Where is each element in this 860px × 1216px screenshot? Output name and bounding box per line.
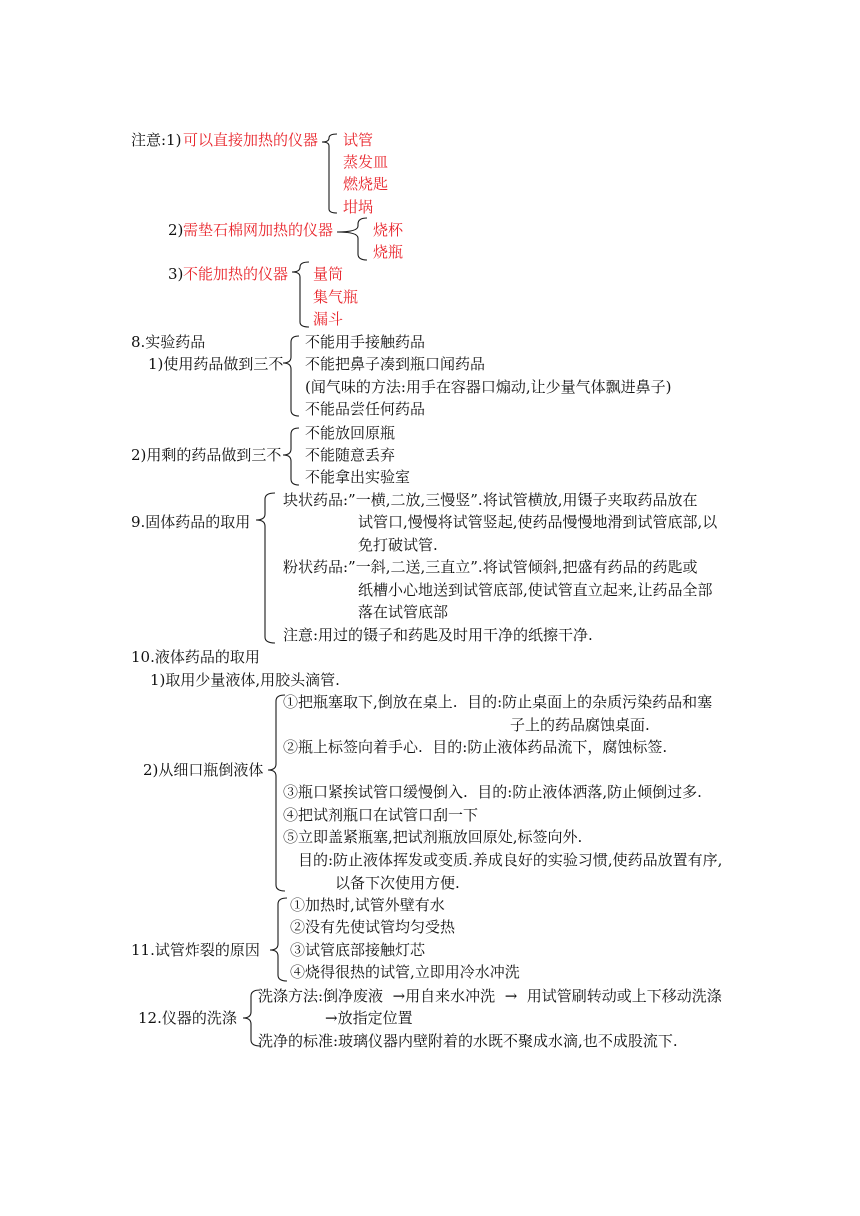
heating-item: 量筒 (313, 265, 344, 283)
rule-item: 不能品尝任何药品 (305, 400, 426, 418)
heating-group-label: 可以直接加热的仪器 (183, 131, 319, 149)
curly-brace (292, 262, 309, 327)
rule-item: 不能拿出实验室 (305, 468, 411, 486)
reason-item: ④烧得很热的试管,立即用冷水冲洗 (290, 963, 520, 981)
heating-group-prefix: 2) (168, 221, 184, 239)
paragraph-line: 纸槽小心地送到试管底部,使试管直立起来,让药品全部 (358, 581, 713, 599)
rule-item: 不能用手接触药品 (305, 333, 426, 351)
paragraph-line: 落在试管底部 (358, 603, 449, 621)
reason-item: ③试管底部接触灯芯 (290, 941, 426, 959)
paragraph-line: 注意:用过的镊子和药匙及时用干净的纸擦干净. (283, 626, 593, 644)
heating-item: 试管 (343, 131, 374, 149)
paragraph-line: 块状药品:”一横,二放,三慢竖”.将试管横放,用镊子夹取药品放在 (283, 491, 698, 509)
curly-brace (283, 428, 299, 485)
section-title: 8.实验药品 (131, 333, 206, 351)
paragraph-line: 洗净的标准:玻璃仪器内壁附着的水既不聚成水滴,也不成股流下. (258, 1032, 678, 1050)
step-line: ③瓶口紧挨试管口缓慢倒入. 目的:防止液体洒落,防止倾倒过多. (283, 783, 702, 801)
curly-brace (270, 898, 287, 981)
rule-item: (闻气味的方法:用手在容器口煽动,让少量气体飘进鼻子) (305, 378, 672, 396)
reason-item: ①加热时,试管外壁有水 (290, 896, 445, 914)
heating-group-prefix: 3) (168, 265, 184, 283)
rule-item: 不能把鼻子凑到瓶口闻药品 (305, 355, 486, 373)
step-line: ②瓶上标签向着手心. 目的:防止液体药品流下，腐蚀标签. (283, 738, 668, 756)
heating-item: 烧瓶 (373, 243, 404, 261)
section-title: 10.液体药品的取用 (131, 648, 260, 666)
paragraph-line: 1)取用少量液体,用胶头滴管. (150, 671, 340, 689)
step-line: 子上的药品腐蚀桌面. (510, 716, 650, 734)
step-line: ⑤立即盖紧瓶塞,把试剂瓶放回原处,标签向外. (283, 828, 583, 846)
section-title: 11.试管炸裂的原因 (131, 941, 260, 959)
section-title: 9.固体药品的取用 (131, 513, 251, 531)
heating-item: 蒸发皿 (343, 153, 389, 171)
rule-label: 2)用剩的药品做到三不 (131, 446, 282, 464)
paragraph-line: 粉状药品:”一斜,二送,三直立”.将试管倾斜,把盛有药品的药匙或 (283, 558, 698, 576)
heating-item: 集气瓶 (313, 288, 359, 306)
rule-label: 2)从细口瓶倒液体 (143, 761, 264, 779)
step-line: ①把瓶塞取下,倒放在桌上. 目的:防止桌面上的杂质污染药品和塞 (283, 693, 713, 711)
heating-group-prefix: 注意:1) (131, 131, 182, 149)
rule-label: 1)使用药品做到三不 (148, 355, 284, 373)
curly-brace (283, 336, 299, 416)
step-line: ④把试剂瓶口在试管口刮一下 (283, 806, 479, 824)
section-title: 12.仪器的洗涤 (138, 1009, 237, 1027)
heating-item: 燃烧匙 (343, 175, 389, 193)
curly-brace (337, 218, 367, 260)
step-line: 以备下次使用方便. (335, 874, 460, 892)
heating-group-label: 需垫石棉网加热的仪器 (183, 221, 334, 239)
paragraph-line: →放指定位置 (325, 1009, 413, 1027)
curly-brace (256, 493, 275, 643)
reason-item: ②没有先使试管均匀受热 (290, 918, 456, 936)
heating-item: 漏斗 (313, 310, 344, 328)
rule-item: 不能随意丢弃 (305, 446, 396, 464)
heating-group-label: 不能加热的仪器 (183, 265, 289, 283)
step-line: 目的:防止液体挥发或变质.养成良好的实验习惯,使药品放置有序, (298, 851, 723, 869)
heating-item: 烧杯 (373, 221, 404, 239)
paragraph-line: 试管口,慢慢将试管竖起,使药品慢慢地滑到试管底部,以 (358, 513, 718, 531)
paragraph-line: 免打破试管. (358, 536, 438, 554)
heating-item: 坩埚 (343, 198, 374, 216)
rule-item: 不能放回原瓶 (305, 424, 396, 442)
curly-brace (322, 134, 337, 213)
paragraph-line: 洗涤方法:倒净废液 →用自来水冲洗 → 用试管刷转动或上下移动洗涤 (258, 987, 722, 1005)
